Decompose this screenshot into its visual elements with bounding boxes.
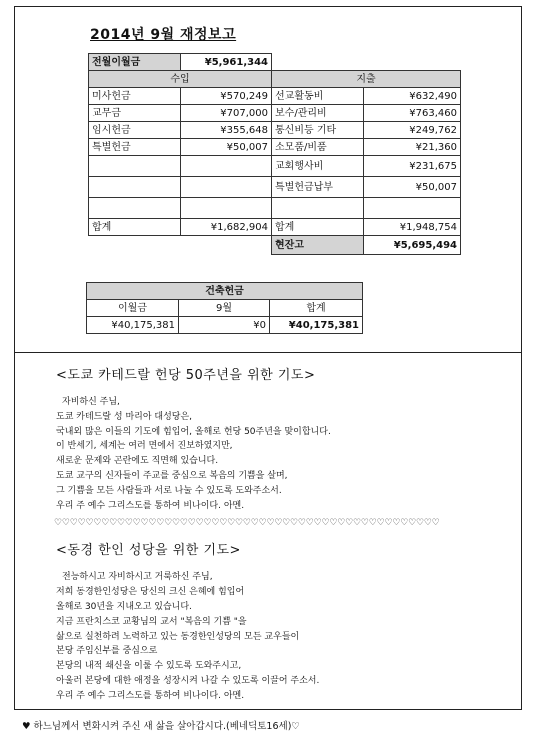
prayer-line: 지금 프란치스코 교황님의 교서 "복음의 기쁨 "을: [56, 616, 247, 627]
footer-quote: ♥ 하느님께서 변화시켜 주신 새 삶을 살아갑시다.(베네딕토16세)♡: [22, 721, 300, 732]
prev-balance-value: ¥5,961,344: [181, 54, 272, 71]
income-label: 임시헌금: [89, 122, 181, 139]
table-row: [89, 198, 461, 219]
prayer-line: 저희 동경한인성당은 당신의 크신 은혜에 힘입어: [56, 587, 245, 598]
expense-label: 소모품/비품: [272, 139, 364, 156]
expense-label: 교회행사비: [272, 156, 364, 177]
building-header: 9월: [179, 300, 270, 317]
table-row: [89, 88, 461, 105]
prayer-title: <동경 한인 성당을 위한 기도>: [56, 543, 241, 559]
prayer-line: 새로운 문제와 곤란에도 직면해 있습니다.: [56, 456, 219, 467]
income-label: [89, 177, 181, 198]
prev-balance-label: 전월이월금: [89, 54, 181, 71]
expense-label: 특별헌금납부: [272, 177, 364, 198]
building-fund-title: 건축헌금: [87, 283, 363, 300]
prayer-line: 본당의 내적 쇄신을 이룰 수 있도록 도와주시고,: [56, 661, 242, 672]
building-total-value: ¥40,175,381: [270, 317, 363, 334]
prayer-line: 우리 주 예수 그리스도를 통하여 비나이다. 아멘.: [56, 500, 245, 511]
income-value: ¥355,648: [181, 122, 272, 139]
prayer-line: 도쿄 교구의 신자들이 주교를 중심으로 복음의 기쁨을 살며,: [56, 470, 288, 481]
prayer-line: 이 반세기, 세계는 여러 면에서 진보하였지만,: [56, 441, 233, 452]
table-row: [89, 156, 461, 177]
income-value: [181, 198, 272, 219]
prayer-line: 우리 주 예수 그리스도를 통하여 비나이다. 아멘.: [56, 690, 245, 701]
income-label: 특별헌금: [89, 139, 181, 156]
expense-value: ¥763,460: [364, 105, 461, 122]
building-value: ¥0: [179, 317, 270, 334]
expense-label: 통신비등 기타: [272, 122, 364, 139]
prayer-line: 아울러 본당에 대한 애정을 성장시켜 나갈 수 있도록 이끌어 주소서.: [56, 675, 320, 686]
totals-row: [89, 219, 461, 236]
building-fund-table: [86, 282, 363, 334]
expense-label: 선교활동비: [272, 88, 364, 105]
prayers-section: [40, 364, 510, 704]
building-header: 이월금: [87, 300, 179, 317]
finance-table: [88, 53, 461, 255]
income-value: [181, 177, 272, 198]
prayer-line: 전능하시고 자비하시고 거룩하신 주님,: [62, 572, 213, 583]
table-row: [89, 105, 461, 122]
expense-value: ¥249,762: [364, 122, 461, 139]
income-value: ¥50,007: [181, 139, 272, 156]
income-label: [89, 198, 181, 219]
expense-header: 지출: [272, 71, 461, 88]
prayer-line: 본당 주임신부를 중심으로: [56, 646, 158, 657]
income-label: 미사헌금: [89, 88, 181, 105]
table-row: [89, 122, 461, 139]
balance-label: 현잔고: [272, 236, 364, 255]
expense-label: [272, 198, 364, 219]
heart-divider: ♡♡♡♡♡♡♡♡♡♡♡♡♡♡♡♡♡♡♡♡♡♡♡♡♡♡♡♡♡♡♡♡♡♡♡♡♡♡♡♡♡♡♡♡♡♡♡♡♡: [54, 518, 440, 529]
expense-value: ¥50,007: [364, 177, 461, 198]
income-label: 교무금: [89, 105, 181, 122]
expense-label: 보수/관리비: [272, 105, 364, 122]
expense-value: ¥632,490: [364, 88, 461, 105]
section-divider: [14, 352, 522, 353]
income-value: ¥570,249: [181, 88, 272, 105]
expense-value: [364, 198, 461, 219]
prayer-line: 올해로 30년을 지내오고 있습니다.: [56, 601, 192, 612]
expense-value: ¥231,675: [364, 156, 461, 177]
building-header: 합계: [270, 300, 363, 317]
income-total-value: ¥1,682,904: [181, 219, 272, 236]
prayer-line: 국내외 많은 이들의 기도에 힘입어, 올해로 헌당 50주년을 맞이합니다.: [56, 426, 331, 437]
report-title: 2014년 9월 재정보고: [90, 27, 237, 43]
prayer-line: 그 기쁨을 모든 사람들과 서로 나눌 수 있도록 도와주소서.: [56, 485, 282, 496]
expense-total-value: ¥1,948,754: [364, 219, 461, 236]
income-value: [181, 156, 272, 177]
expense-value: ¥21,360: [364, 139, 461, 156]
income-label: [89, 156, 181, 177]
expense-total-label: 합계: [272, 219, 364, 236]
prayer-line: 자비하신 주님,: [62, 397, 120, 407]
income-value: ¥707,000: [181, 105, 272, 122]
building-value: ¥40,175,381: [87, 317, 179, 334]
prayer-title: <도쿄 카테드랄 헌당 50주년을 위한 기도>: [56, 368, 316, 383]
table-row: [89, 139, 461, 156]
income-total-label: 합계: [89, 219, 181, 236]
table-row: [89, 177, 461, 198]
prayer-line: 삶으로 실천하려 노력하고 있는 동경한인성당의 모든 교우들이: [56, 631, 300, 642]
prayer-line: 도쿄 카테드랄 성 마리아 대성당은,: [56, 411, 193, 422]
income-header: 수입: [89, 71, 272, 88]
balance-value: ¥5,695,494: [364, 236, 461, 255]
